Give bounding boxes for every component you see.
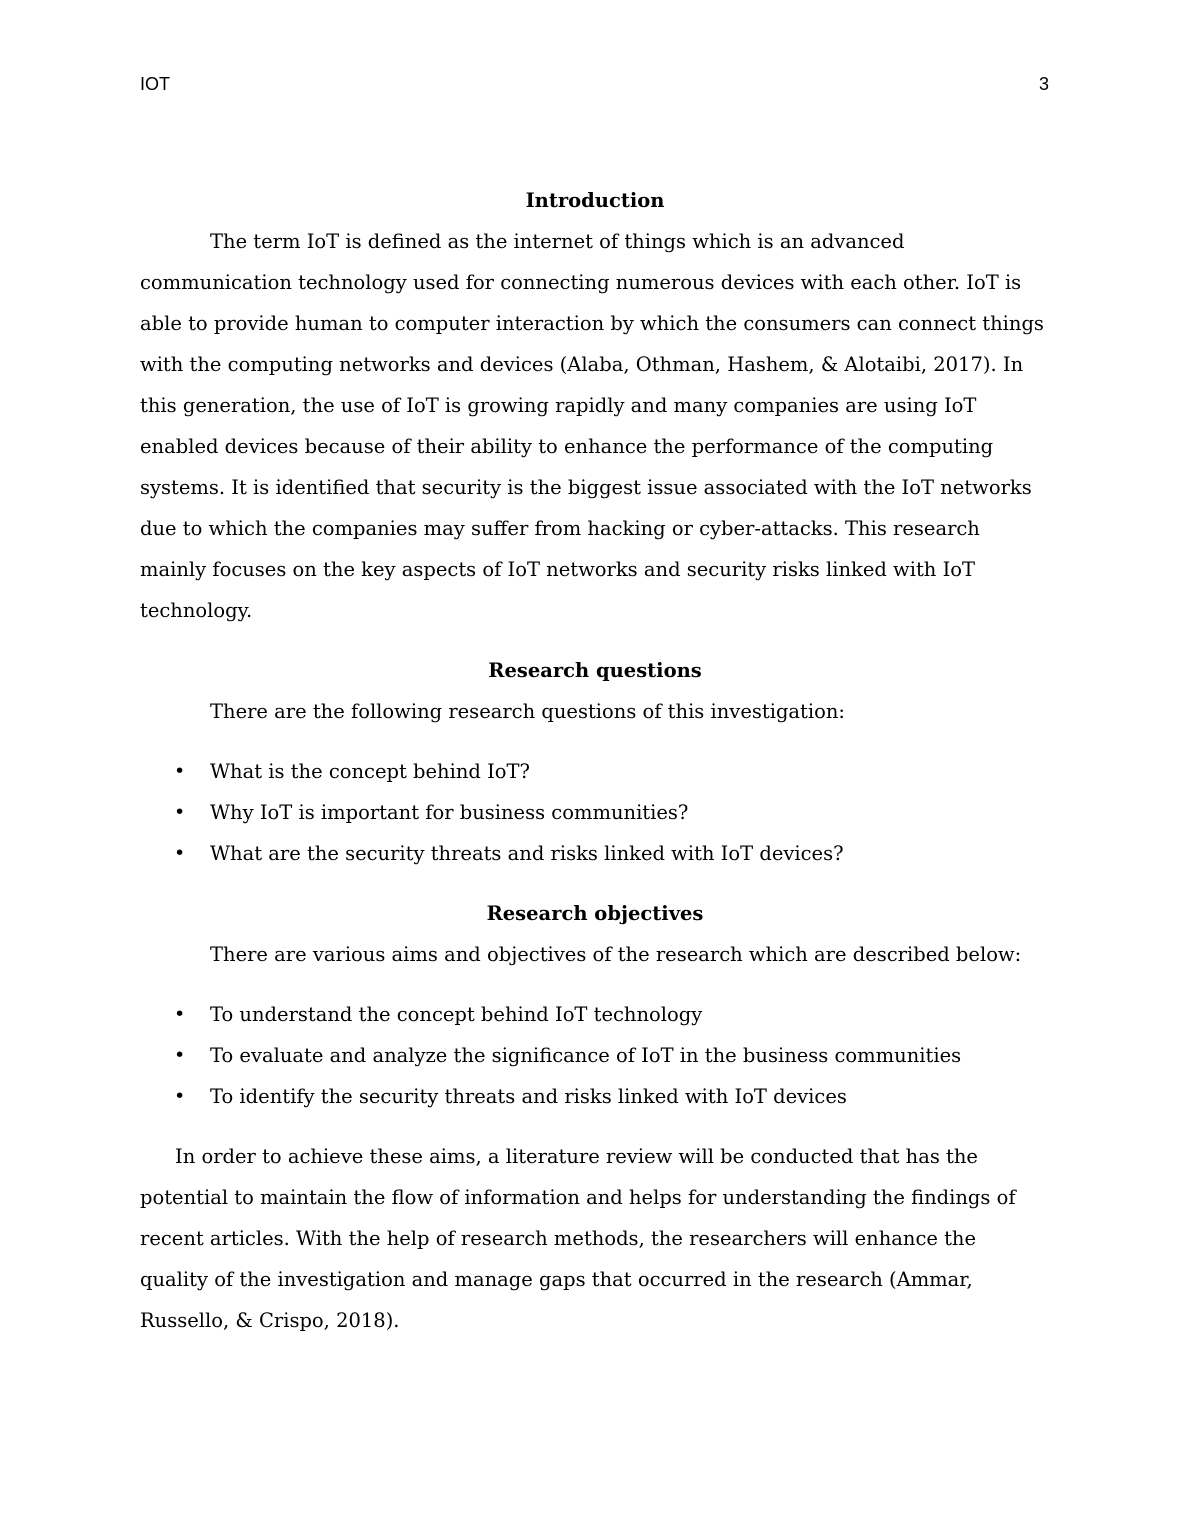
list-item [140, 751, 1050, 792]
list-item-text: To understand the concept behind IoT technology [210, 1003, 703, 1026]
bullet-icon: • [174, 1085, 186, 1107]
bullet-icon: • [174, 801, 186, 823]
document-body [140, 180, 1050, 1341]
running-header [140, 73, 1049, 95]
list-item-text: Why IoT is important for business communities? [210, 801, 689, 824]
running-head-title: IOT [140, 74, 170, 94]
list-item [140, 1035, 1050, 1076]
research-objectives-intro: There are various aims and objectives of the research which are described below: [210, 943, 1022, 966]
list-item [140, 994, 1050, 1035]
research-objectives-heading: Research objectives [486, 902, 704, 925]
list-item-text: What is the concept behind IoT? [210, 760, 530, 783]
research-objectives-list [140, 994, 1050, 1117]
list-item-text: What are the security threats and risks linked with IoT devices? [210, 842, 844, 865]
bullet-icon: • [174, 1044, 186, 1066]
introduction-paragraph: The term IoT is defined as the internet of things which is an advanced communication technology used for connecting numerous devices with each other. IoT is able to provide human to computer interaction by which the consumers can connect things with the computing networks and devices (Alaba, Othman, Hashem, & Alotaibi, 2017). In this generation, the use of IoT is growing rapidly and many companies are using IoT enabled devices because of their ability to enhance the performance of the computing systems. It is identified that security is the biggest issue associated with the IoT networks due to which the companies may suffer from hacking or cyber-attacks. This research mainly focuses on the key aspects of IoT networks and security risks linked with IoT technology. [140, 230, 1044, 622]
list-item-text: To evaluate and analyze the significance of IoT in the business communities [210, 1044, 962, 1067]
list-item-text: To identify the security threats and risks linked with IoT devices [210, 1085, 847, 1108]
page-number: 3 [1038, 74, 1049, 94]
research-questions-heading: Research questions [488, 659, 702, 682]
list-item [140, 833, 1050, 874]
bullet-icon: • [174, 1003, 186, 1025]
bullet-icon: • [174, 760, 186, 782]
list-item [140, 1076, 1050, 1117]
introduction-heading: Introduction [525, 189, 665, 212]
list-item [140, 792, 1050, 833]
closing-paragraph: In order to achieve these aims, a literature review will be conducted that has the potential to maintain the flow of information and helps for understanding the findings of recent articles. With the help of research methods, the researchers will enhance the quality of the investigation and manage gaps that occurred in the research (Ammar, Russello, & Crispo, 2018). [140, 1145, 1016, 1332]
research-questions-intro: There are the following research questions of this investigation: [210, 700, 845, 723]
research-questions-list [140, 751, 1050, 874]
bullet-icon: • [174, 842, 186, 864]
